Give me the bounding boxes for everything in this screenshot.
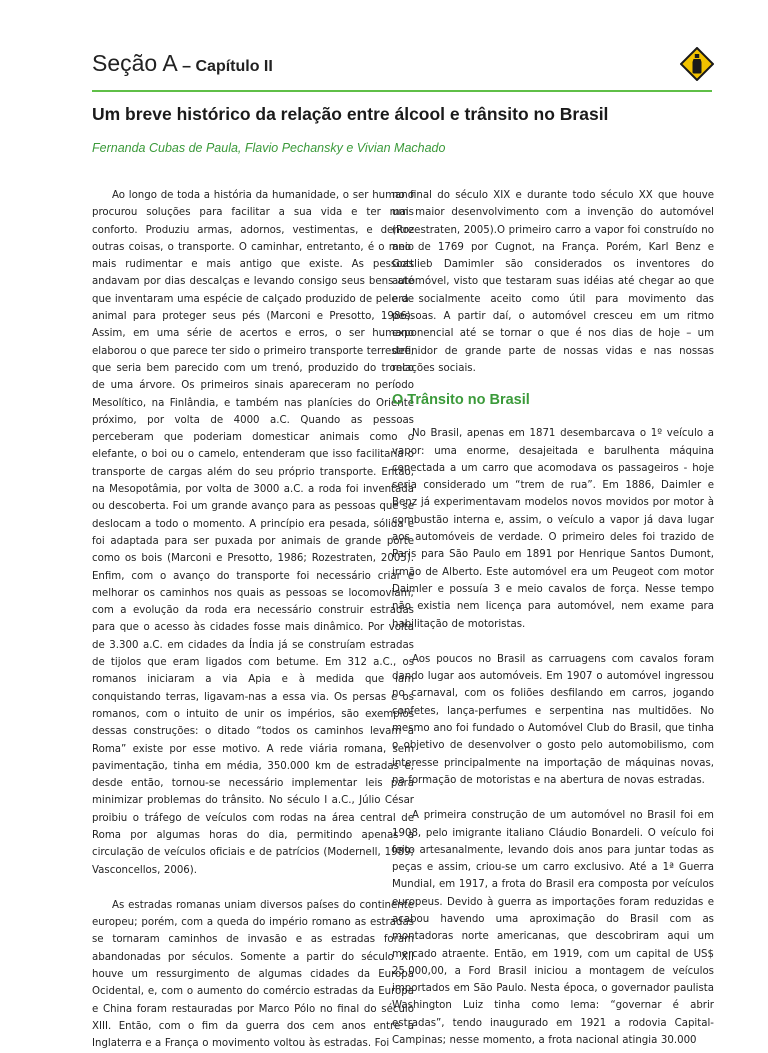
- paragraph: As estradas romanas uniam diversos países do continente europeu; porém, com a queda do império romano as estradas se tornaram caminhos de invasão e as estradas foram abandonadas por séculos. Somente a partir do século XII houve um ressurgimento de algumas cidades da Europa Ocidental, e, com o aumento do comércio estradas da Europa e China foram restauradas por Marco Pólo no final do século XIII. Então, com o fim da guerra dos cem anos entre a Inglaterra e a França o movimento voltou às estradas. Foi: [92, 899, 414, 1050]
- chapter-label: – Capítulo II: [182, 58, 273, 75]
- bottle-warning-sign-icon: [680, 47, 714, 81]
- header-rule: [92, 90, 712, 92]
- paragraph: A primeira construção de um automóvel no Brasil foi em 1908, pelo imigrante italiano Cláudio Bonardeli. O veículo foi feito artesanalmente, levando dois anos para juntar todas as peças e assim, criou-se um carro exclusivo. Até a 1ª Guerra Mundial, em 1917, a frota do Brasil era composta por veículos europeus. Devido à guerra as importações foram reduzidas e acabou havendo uma aproximação do Brasil com as montadoras norte americanas, que descobriram aqui um mercado atraente. Então, em 1919, com um capital de US$ 25.000,00, a Ford Brasil iniciou a montagem de veículos importados em São Paulo. Nesta época, o governador paulista Washington Luiz tinha como lema: “governar é abrir estradas”, tendo inaugurado em 1921 a rodovia Capital-Campinas; nesse momento, a frota nacional atingia 30.000: [392, 810, 714, 1047]
- text-column-right: [392, 187, 714, 1049]
- paragraph: Aos poucos no Brasil as carruagens com cavalos foram dando lugar aos automóveis. Em 1907 o automóvel ingressou no carnaval, com os foliões desfilando em carros, jogando confetes, lança-perfumes e serpentina nas multidões. No mesmo ano foi fundado o Automóvel Club do Brasil, que tinha o objetivo de desenvolver o gosto pelo automobilismo, com interesse principalmente na importação de máquinas novas, na formação de motoristas e na abertura de novas estradas.: [392, 653, 714, 786]
- subsection-heading: O Trânsito no Brasil: [392, 392, 530, 409]
- paragraph: Ao longo de toda a história da humanidade, o ser humano procurou soluções para facilitar a sua vida e ter mais conforto. Produziu armas, adornos, vestimentas, e dentre outras coisas, o transporte. O caminhar, entretanto, é o meio mais rudimentar e mais antigo que existe. As pessoas andavam por dias descalças e levando consigo seus bens até que inventaram uma espécie de calçado produzido de pele de animal para proteger seus pés (Marconi e Presotto, 1986). Assim, em uma série de acertos e erros, o ser humano elaborou o que parece ter sido o primeiro transporte terrestre, que seria bem parecido com um trenó, produzido do tronco de uma árvore. Os primeiros sinais apareceram no período Mesolítico, na Finlândia, e também nas planícies do Oriente próximo, por volta de 4000 a.C. Quando as pessoas perceberam que poderiam domesticar animais como o elefante, o boi ou o camelo, entenderam que isso facilitaria o transporte de cargas além do seu próprio transporte. Então, na Mesopotâmia, por volta de 3000 a.C. a roda foi inventada ou descoberta. Foi um grande avanço para as pessoas que se deslocam a todo o momento. A princípio era pesada, sólida e foi adaptada para ser puxada por animais de grande porte como os bois (Marconi e Presotto, 1986; Rozestraten, 2005). Enfim, com o avanço do transporte foi necessário criar e melhorar os caminhos nos quais as pessoas se locomoviam; com a evolução da roda era necessário construir estradas para que o acesso às cidades fosse mais dinâmico. Por volta de 3.300 a.C. em cidades da Índia já se construíam estradas de tijolos que eram ligados com betume. Em 312 a.C., os romanos iniciaram a via Apia e à medida que iam conquistando terras, ligavam-nas a essa via. Os persas e os romanos, com o intuito de unir os impérios, são exemplos dessas construções: o ditado “todos os caminhos levam a Roma” existe por esse motivo. A rede viária romana, sem pavimentação, tinha em média, 350.000 km de estradas e, desde então, tornou-se necessário implementar leis para minimizar problemas do trânsito. No século I a.C., Júlio César proibiu o tráfego de veículos com rodas na área central de Roma por algumas horas do dia, permitindo apenas a circulação de veículos oficiais e de patrícios (Modernell, 1989; Vasconcellos, 2006).: [92, 190, 414, 876]
- article-title: Um breve histórico da relação entre álcool e trânsito no Brasil: [92, 104, 609, 124]
- paragraph: no final do século XIX e durante todo século XX que houve um maior desenvolvimento com a invenção do automóvel (Rozestraten, 2005).O primeiro carro a vapor foi construído no ano de 1769 por Cugnot, na França. Porém, Karl Benz e Gottlieb Damimler são considerados os inventores do automóvel, visto que testaram suas idéias até chegar ao que era socialmente aceito como útil para movimento das pessoas. A partir daí, o automóvel cresceu em um ritmo exponencial até se tornar o que é nos dias de hoje – um definidor de grande parte de nossas vidas e nas nossas relações sociais.: [392, 190, 714, 374]
- section-heading: [92, 50, 273, 77]
- article-authors: Fernanda Cubas de Paula, Flavio Pechansky e Vivian Machado: [92, 141, 446, 155]
- section-label: Seção A: [92, 50, 178, 76]
- text-column-left: [92, 187, 414, 1053]
- paragraph: No Brasil, apenas em 1871 desembarcava o 1º veículo a vapor: uma enorme, desajeitada e barulhenta máquina conectada a um carro que acomodava os passageiros - hoje seria considerado um “trem de rua”. Em 1886, Daimler e Benz já experimentavam modelos novos movidos por motor à combustão interna e, assim, o veículo a vapor já dava lugar aos automóveis de verdade. O primeiro deles foi trazido de Paris para São Paulo em 1891 por Henrique Santos Dumont, irmão de Alberto. Este automóvel era um Peugeot com motor Daimler e possuía 3 e meio cavalos de força. Nesse tempo não existia nem licença para automóvel, nem exame para habilitação de motoristas.: [392, 428, 714, 630]
